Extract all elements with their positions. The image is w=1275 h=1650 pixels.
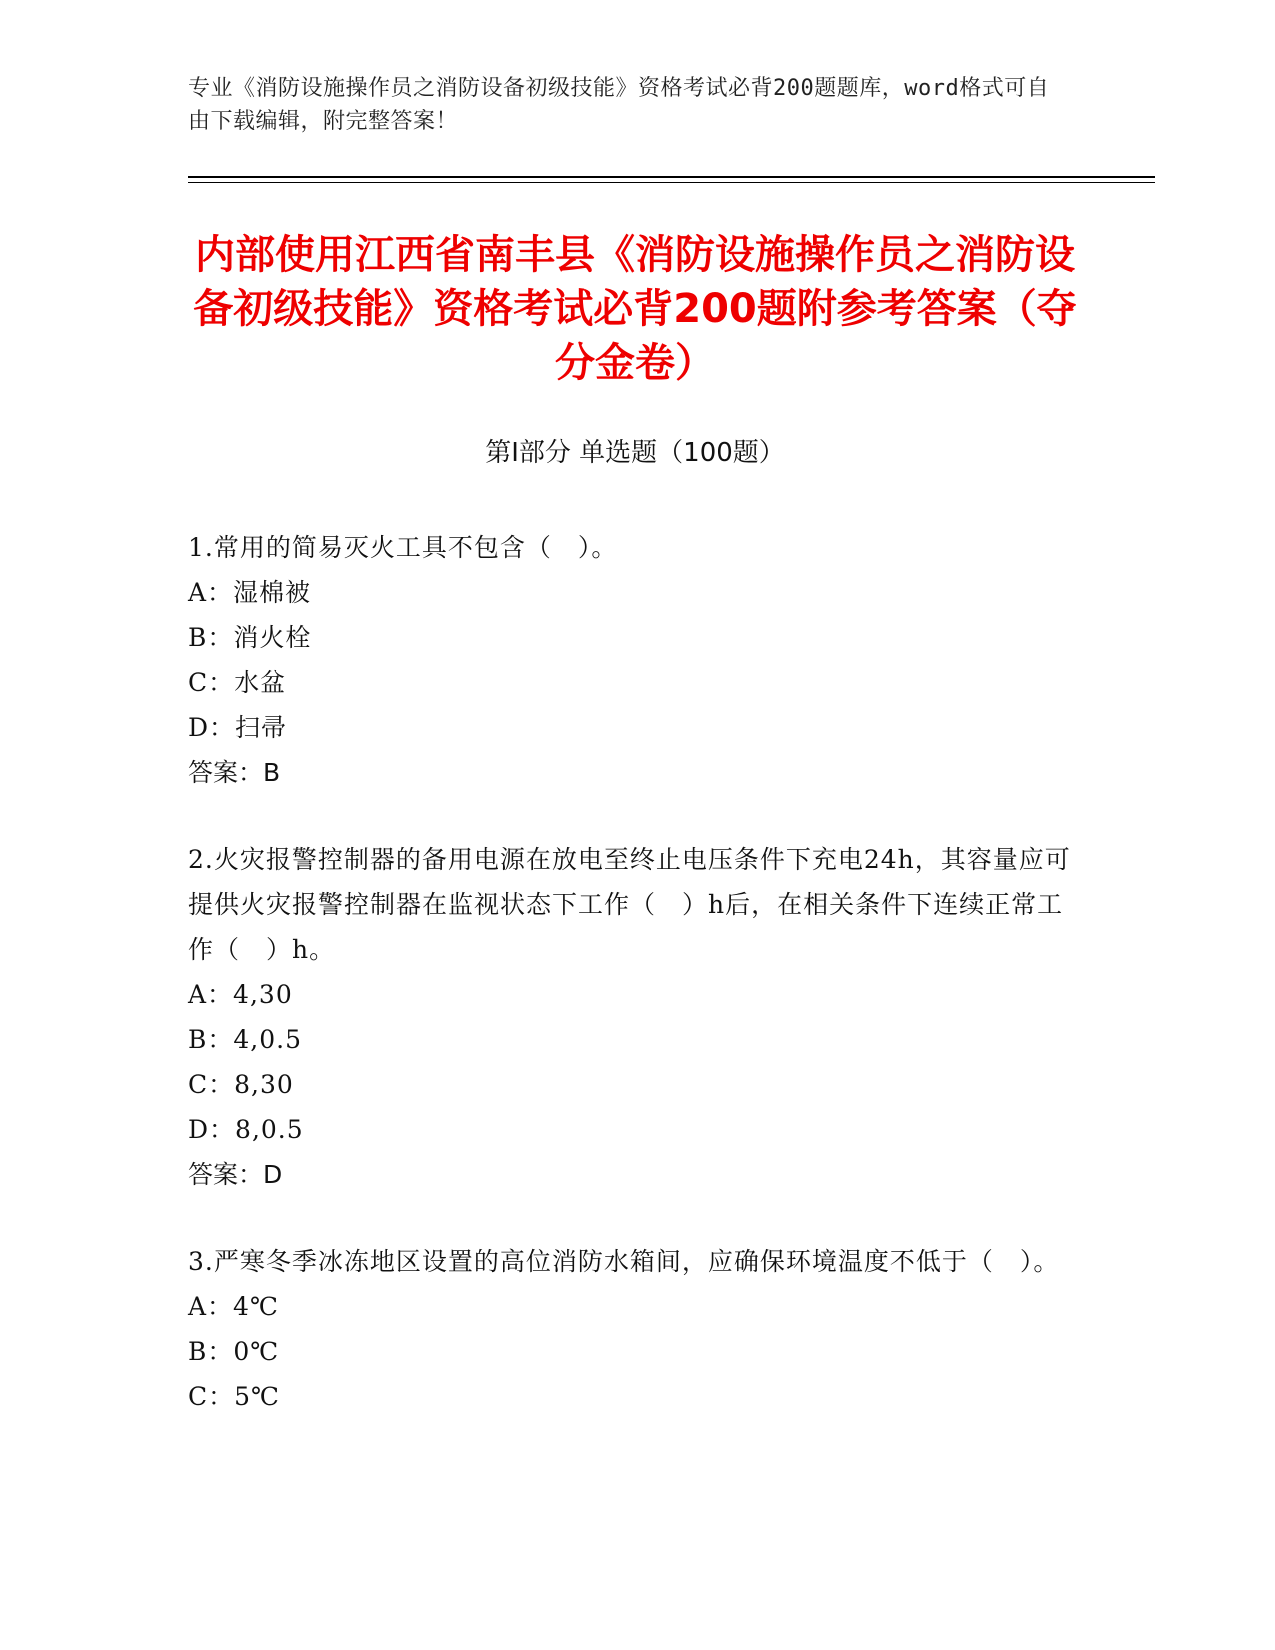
question-3	[188, 1239, 1078, 1419]
header-divider-thin	[188, 182, 1155, 183]
answer: 答案：B	[188, 758, 281, 787]
option-a: A：4℃	[188, 1292, 279, 1321]
question-2	[188, 837, 1078, 1197]
option-c: C：水盆	[188, 668, 287, 697]
section-title: 第Ⅰ部分 单选题（100题）	[485, 438, 785, 468]
question-1	[188, 525, 1078, 795]
answer: 答案：D	[188, 1160, 283, 1189]
question-stem: 3.严寒冬季冰冻地区设置的高位消防水箱间，应确保环境温度不低于（ ）。	[188, 1247, 1060, 1276]
option-b: B：消火栓	[188, 623, 312, 652]
document-title: 内部使用江西省南丰县《消防设施操作员之消防设备初级技能》资格考试必背200题附参考答案（夺分金卷）	[193, 232, 1077, 386]
question-stem: 1.常用的简易灭火工具不包含（ ）。	[188, 533, 618, 562]
header-note: 专业《消防设施操作员之消防设备初级技能》资格考试必背200题题库，word格式可自由下载编辑，附完整答案！	[188, 76, 1050, 134]
option-a: A：湿棉被	[188, 578, 312, 607]
question-stem: 2.火灾报警控制器的备用电源在放电至终止电压条件下充电24h，其容量应可提供火灾报警控制器在监视状态下工作（ ）h后，在相关条件下连续正常工作（ ）h。	[188, 845, 1071, 964]
option-d: D：扫帚	[188, 713, 288, 742]
header-divider-thick	[188, 176, 1155, 178]
question-list	[188, 525, 1078, 1461]
option-b: B：0℃	[188, 1337, 280, 1366]
option-d: D：8,0.5	[188, 1115, 304, 1144]
option-b: B：4,0.5	[188, 1025, 302, 1054]
option-a: A：4,30	[188, 980, 293, 1009]
option-c: C：8,30	[188, 1070, 294, 1099]
option-c: C：5℃	[188, 1382, 281, 1411]
